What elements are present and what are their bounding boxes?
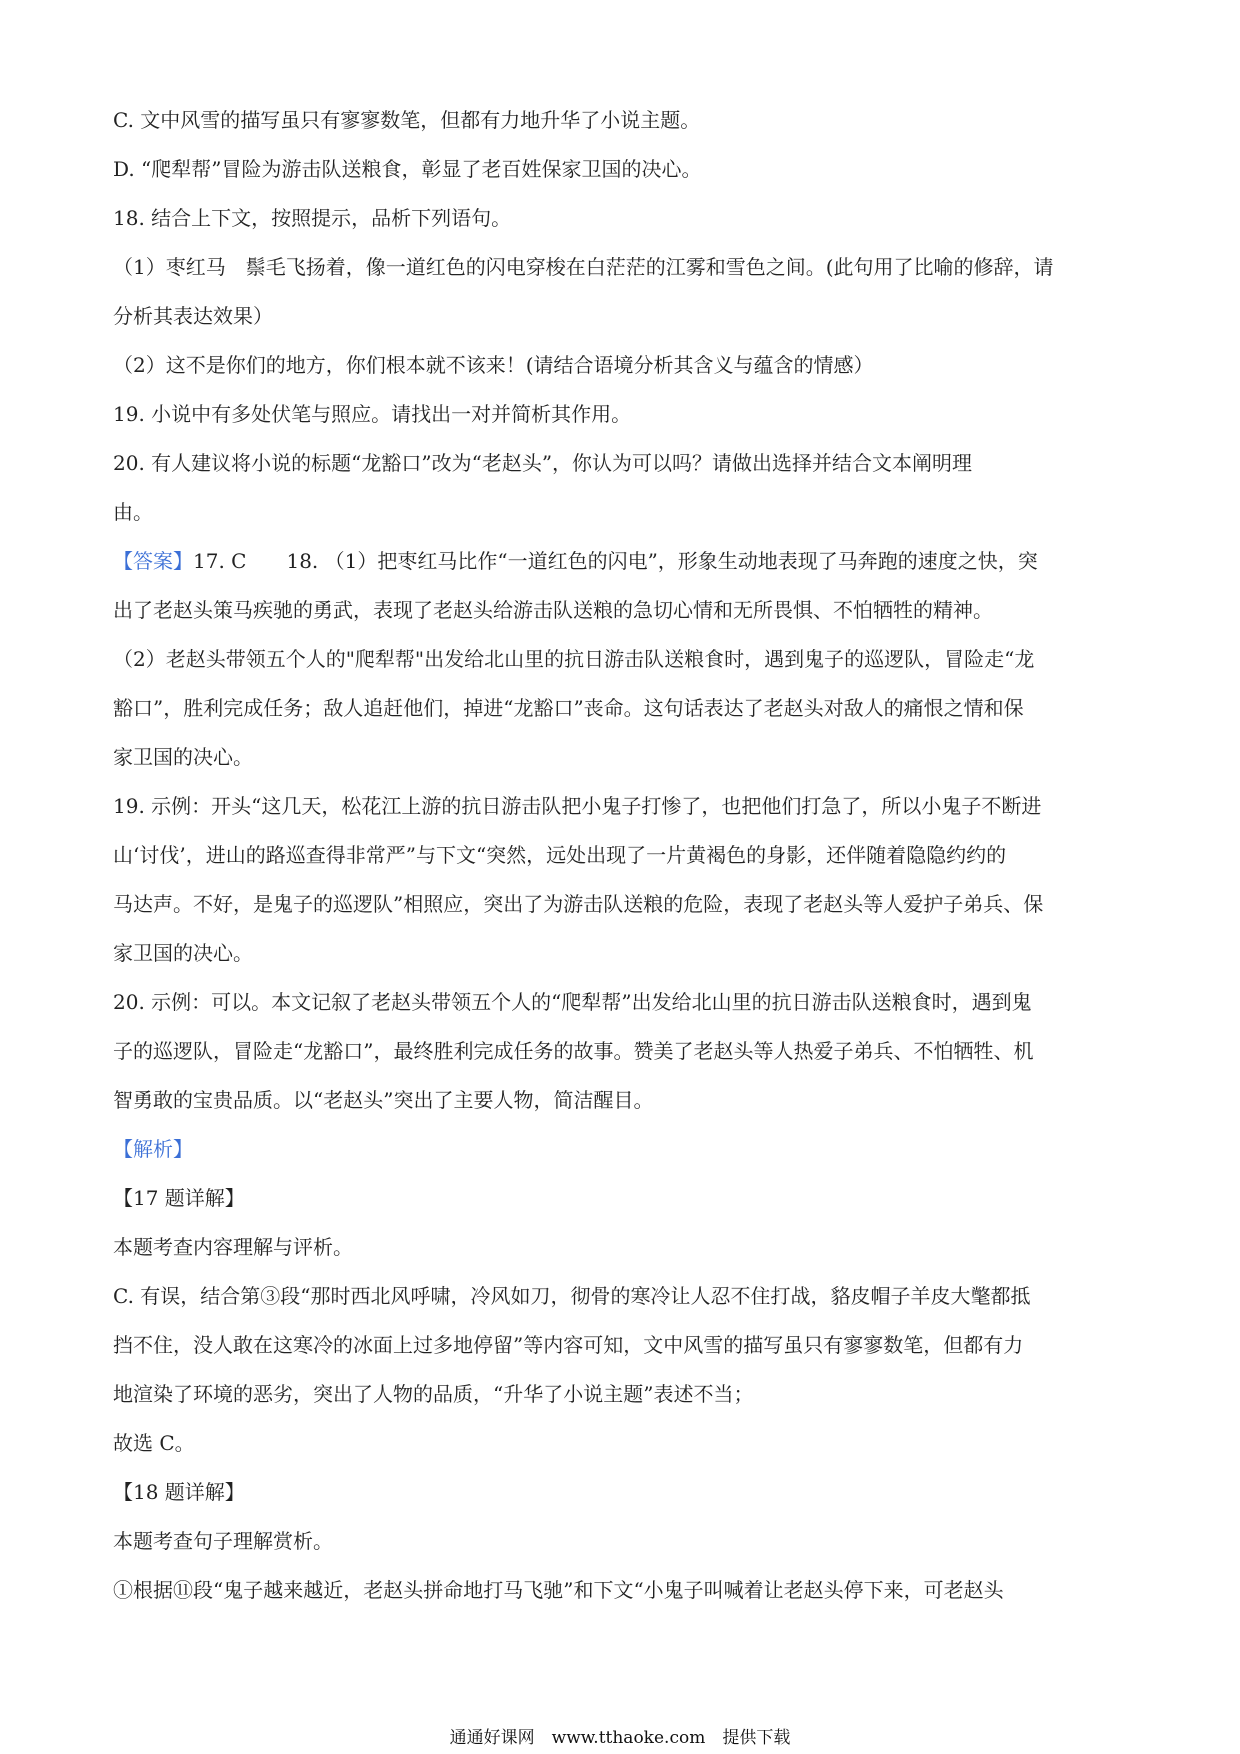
answer-tag: 【答案】 — [113, 549, 193, 573]
analysis-heading — [113, 1125, 1131, 1174]
document-body — [113, 96, 1131, 1615]
answer-19-cont2: 马达声。不好，是鬼子的巡逻队”相照应，突出了为游击队送粮的危险，表现了老赵头等人爱护子弟兵、保 — [113, 892, 1044, 916]
answer-18-1-cont: 出了老赵头策马疾驰的勇武，表现了老赵头给游击队送粮的急切心情和无所畏惧、不怕牺牲的精神。 — [113, 598, 993, 622]
answer-20: 20. 示例：可以。本文记叙了老赵头带领五个人的“爬犁帮”出发给北山里的抗日游击队送粮食时，遇到鬼 — [113, 990, 1032, 1014]
option-c-line: C. 文中风雪的描写虽只有寥寥数笔，但都有力地升华了小说主题。 — [113, 108, 701, 132]
question-18-part2: （2）这不是你们的地方，你们根本就不该来！(请结合语境分析其含义与蕴含的情感） — [113, 353, 874, 377]
q18-detail-heading: 【18 题详解】 — [113, 1480, 245, 1504]
answer-20-cont2: 智勇敢的宝贵品质。以“老赵头”突出了主要人物，简洁醒目。 — [113, 1088, 654, 1112]
question-18-part1-cont: 分析其表达效果） — [113, 304, 273, 328]
answer-line — [113, 537, 1131, 586]
analysis-tag: 【解析】 — [113, 1137, 193, 1161]
question-20: 20. 有人建议将小说的标题“龙豁口”改为“老赵头”，你认为可以吗？请做出选择并结合文本阐明理 — [113, 451, 973, 475]
q17-detail-heading: 【17 题详解】 — [113, 1186, 245, 1210]
answer-19-cont1: 山‘讨伐’，进山的路巡查得非常严”与下文“突然，远处出现了一片黄褐色的身影，还伴随着隐隐约约的 — [113, 843, 1007, 867]
question-18-part1: （1）枣红马 鬃毛飞扬着，像一道红色的闪电穿梭在白茫茫的江雾和雪色之间。(此句用了比喻的修辞，请 — [113, 255, 1054, 279]
q18-detail-body1: ①根据⑪段“鬼子越来越近，老赵头拼命地打马飞驰”和下文“小鬼子叫喊着让老赵头停下来，可老赵头 — [113, 1578, 1004, 1602]
page-footer: 通通好课网 www.tthaoke.com 提供下载 — [449, 1728, 791, 1748]
q17-detail-body1: C. 有误，结合第③段“那时西北风呼啸，冷风如刀，彻骨的寒冷让人忍不住打战，貉皮帽子羊皮大氅都抵 — [113, 1284, 1031, 1308]
question-18: 18. 结合上下文，按照提示，品析下列语句。 — [113, 206, 512, 230]
q17-detail-body2: 挡不住，没人敢在这寒冷的冰面上过多地停留”等内容可知，文中风雪的描写虽只有寥寥数笔，但都有力 — [113, 1333, 1024, 1357]
answer-19-cont3: 家卫国的决心。 — [113, 941, 253, 965]
answer-18-2: （2）老赵头带领五个人的"爬犁帮"出发给北山里的抗日游击队送粮食时，遇到鬼子的巡逻队，冒险走“龙 — [113, 647, 1035, 671]
q17-detail-conclusion: 故选 C。 — [113, 1431, 195, 1455]
answer-18-2-cont1: 豁口”，胜利完成任务；敌人追赶他们，掉进“龙豁口”丧命。这句话表达了老赵头对敌人的痛恨之情和保 — [113, 696, 1024, 720]
question-19: 19. 小说中有多处伏笔与照应。请找出一对并简析其作用。 — [113, 402, 632, 426]
answer-text: 17. C 18. （1）把枣红马比作“一道红色的闪电”，形象生动地表现了马奔跑的速度之快，突 — [193, 549, 1038, 573]
q17-detail-body3: 地渲染了环境的恶劣，突出了人物的品质，“升华了小说主题”表述不当； — [113, 1382, 754, 1406]
q18-detail-intro: 本题考查句子理解赏析。 — [113, 1529, 333, 1553]
q17-detail-intro: 本题考查内容理解与评析。 — [113, 1235, 353, 1259]
option-d-line: D. “爬犁帮”冒险为游击队送粮食，彰显了老百姓保家卫国的决心。 — [113, 157, 702, 181]
question-20-cont: 由。 — [113, 500, 153, 524]
answer-18-2-cont2: 家卫国的决心。 — [113, 745, 253, 769]
answer-19: 19. 示例：开头“这几天，松花江上游的抗日游击队把小鬼子打惨了，也把他们打急了，所以小鬼子不断进 — [113, 794, 1042, 818]
answer-20-cont1: 子的巡逻队，冒险走“龙豁口”，最终胜利完成任务的故事。赞美了老赵头等人热爱子弟兵、不怕牺牲、机 — [113, 1039, 1034, 1063]
